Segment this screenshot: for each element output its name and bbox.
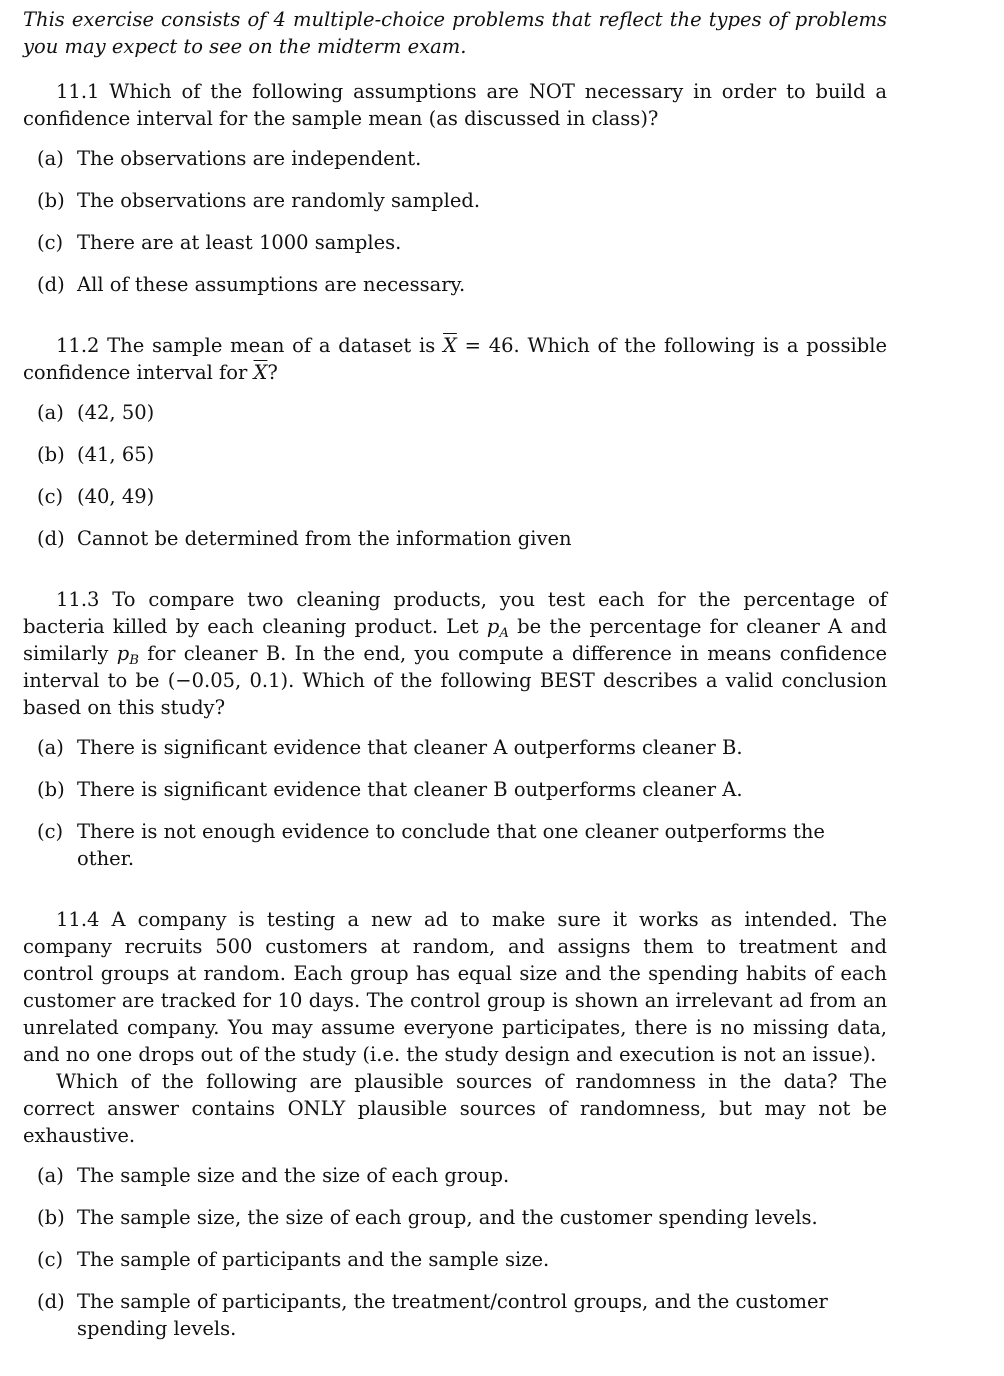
- choice-b[interactable]: [23, 434, 887, 476]
- choice-label: (a): [37, 736, 64, 759]
- choice-label: (c): [37, 820, 64, 843]
- choice-a[interactable]: [23, 138, 887, 180]
- p-symbol: p: [486, 615, 500, 638]
- choice-text: The sample size, the size of each group, and the customer spending levels.: [77, 1206, 818, 1229]
- choice-text: All of these assumptions are necessary.: [77, 273, 466, 296]
- stem-part: = 46. Which of the following is a possible confidence interval for: [23, 334, 887, 384]
- choice-c[interactable]: [23, 1239, 887, 1281]
- choice-label: (b): [37, 443, 65, 466]
- choice-label: (b): [37, 778, 65, 801]
- choice-label: (c): [37, 231, 64, 254]
- choice-label: (a): [37, 147, 64, 170]
- choice-label: (b): [37, 1206, 65, 1229]
- choice-list: [23, 138, 887, 306]
- p-symbol: p: [116, 642, 130, 665]
- choice-list: [23, 1155, 887, 1350]
- problem-stem: [23, 332, 887, 386]
- choice-c[interactable]: [23, 811, 887, 880]
- choice-a[interactable]: [23, 727, 887, 769]
- choice-b[interactable]: [23, 180, 887, 222]
- choice-d[interactable]: [23, 518, 887, 560]
- problem-stem: [23, 586, 887, 721]
- choice-text: There is significant evidence that cleaner B outperforms cleaner A.: [77, 778, 743, 801]
- intro-text: This exercise consists of 4 multiple-choice problems that reflect the types of problems you may expect to see on the midterm exam.: [23, 8, 887, 58]
- choice-text: The observations are randomly sampled.: [77, 189, 481, 212]
- exercise-page: [23, 6, 887, 1376]
- problem-11-1: [23, 78, 887, 306]
- choice-a[interactable]: [23, 392, 887, 434]
- stem-part: 11.2 The sample mean of a dataset is: [56, 334, 443, 357]
- choice-text: The sample of participants and the sample size.: [77, 1248, 550, 1271]
- choice-label: (d): [37, 527, 65, 550]
- choice-list: [23, 392, 887, 560]
- choice-a[interactable]: [23, 1155, 887, 1197]
- choice-text: The sample of participants, the treatment/control groups, and the customer spending levels.: [77, 1290, 828, 1340]
- choice-text: The sample size and the size of each group.: [77, 1164, 510, 1187]
- choice-label: (a): [37, 1164, 64, 1187]
- choice-label: (c): [37, 485, 64, 508]
- choice-label: (a): [37, 401, 64, 424]
- choice-text: There are at least 1000 samples.: [77, 231, 402, 254]
- x-bar-symbol: $\overline{X}$: [442, 334, 457, 357]
- choice-text: (42, 50): [77, 401, 155, 424]
- problem-stem: 11.4 A company is testing a new ad to make sure it works as intended. The company recruits 500 customers at random, and assigns them to treatment and control groups at random. Each group has equal size and the spending habits of each customer are tracked for 10 days. The control group is shown an irrelevant ad from an unrelated company. You may assume everyone participates, there is no missing data, and no one drops out of the study (i.e. the study design and execution is not an issue).: [23, 908, 887, 1066]
- subscript-b: B: [129, 652, 139, 668]
- x-bar-symbol: $\overline{X}$: [253, 361, 268, 384]
- problem-stem: 11.1 Which of the following assumptions are NOT necessary in order to build a confidence interval for the sample mean (as discussed in class)?: [23, 80, 887, 130]
- subscript-a: A: [499, 625, 509, 641]
- stem-part: ?: [267, 361, 278, 384]
- problem-question: Which of the following are plausible sources of randomness in the data? The correct answer contains ONLY plausible sources of randomness, but may not be exhaustive.: [23, 1070, 887, 1147]
- choice-label: (b): [37, 189, 65, 212]
- choice-label: (d): [37, 273, 65, 296]
- choice-label: (d): [37, 1290, 65, 1313]
- choice-b[interactable]: [23, 1197, 887, 1239]
- choice-text: Cannot be determined from the information given: [77, 527, 572, 550]
- choice-d[interactable]: [23, 1281, 887, 1350]
- p-a-symbol: [486, 615, 509, 641]
- stem-part: 11.3 To compare two cleaning products, you test each for the percentage of bacteria killed by each cleaning product. Let: [23, 588, 887, 638]
- problem-11-4: [23, 906, 887, 1350]
- problem-11-3: [23, 586, 887, 880]
- stem-part: be the percentage for cleaner A and similarly: [23, 615, 888, 665]
- stem-part: for cleaner B. In the end, you compute a difference in means confidence interval to be (−0.05, 0.1). Which of the following BEST describes a valid conclusion based on this study?: [23, 642, 887, 719]
- choice-text: (41, 65): [77, 443, 155, 466]
- choice-b[interactable]: [23, 769, 887, 811]
- choice-text: (40, 49): [77, 485, 155, 508]
- choice-list: [23, 727, 887, 880]
- choice-text: There is significant evidence that cleaner A outperforms cleaner B.: [77, 736, 743, 759]
- choice-label: (c): [37, 1248, 64, 1271]
- choice-c[interactable]: [23, 476, 887, 518]
- choice-d[interactable]: [23, 264, 887, 306]
- problem-11-2: [23, 332, 887, 560]
- choice-c[interactable]: [23, 222, 887, 264]
- p-b-symbol: [116, 642, 139, 668]
- choice-text: There is not enough evidence to conclude that one cleaner outperforms the other.: [77, 820, 825, 870]
- choice-text: The observations are independent.: [77, 147, 422, 170]
